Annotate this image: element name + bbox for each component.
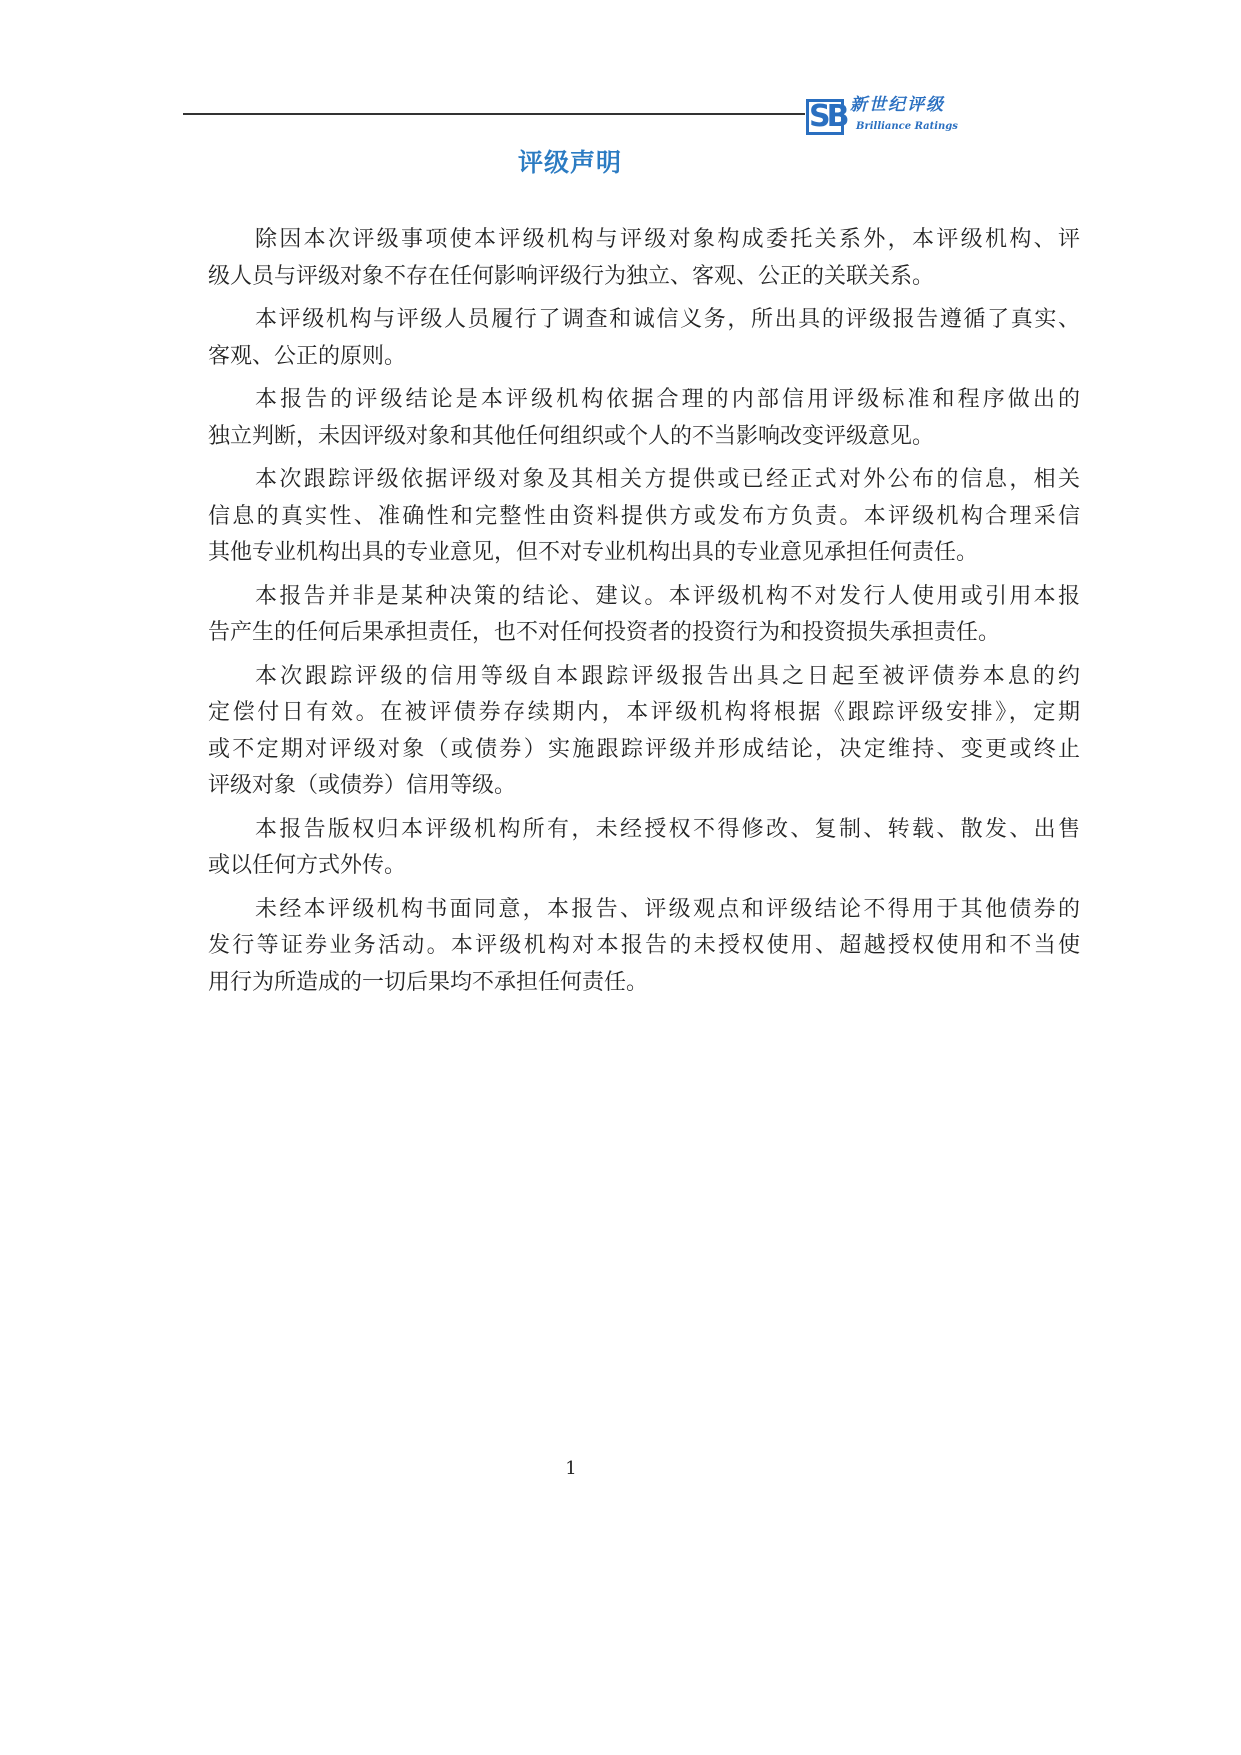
paragraph-line: 或不定期对评级对象（或债券）实施跟踪评级并形成结论，决定维持、变更或终止: [208, 736, 1080, 762]
statement-paragraph: [208, 302, 1080, 375]
logo-name-cn: 新世纪评级: [850, 95, 945, 115]
statement-paragraph: [208, 462, 1080, 572]
paragraph-line: 客观、公正的原则。: [208, 343, 407, 369]
paragraph-line: 告产生的任何后果承担责任，也不对任何投资者的投资行为和投资损失承担责任。: [208, 620, 1001, 645]
paragraph-line: 或以任何方式外传。: [208, 853, 407, 878]
paragraph-line: 定偿付日有效。在被评债券存续期内，本评级机构将根据《跟踪评级安排》，定期: [208, 700, 1080, 725]
statement-paragraph: [208, 579, 1080, 652]
statement-paragraph: [208, 812, 1080, 885]
logo-name-en: Brilliance Ratings: [856, 121, 958, 132]
paragraph-line: 本次跟踪评级依据评级对象及其相关方提供或已经正式对外公布的信息，相关: [255, 467, 1080, 492]
page-title: 评级声明: [517, 148, 622, 177]
paragraph-line: 用行为所造成的一切后果均不承担任何责任。: [208, 969, 649, 995]
paragraph-line: 除因本次评级事项使本评级机构与评级对象构成委托关系外，本评级机构、评: [255, 227, 1080, 252]
paragraph-line: 未经本评级机构书面同意，本报告、评级观点和评级结论不得用于其他债券的: [255, 896, 1080, 922]
header-rule: [183, 113, 805, 115]
paragraph-line: 本报告版权归本评级机构所有，未经授权不得修改、复制、转载、散发、出售: [255, 816, 1080, 842]
statement-body: [208, 222, 1080, 1008]
paragraph-line: 评级对象（或债券）信用等级。: [208, 773, 517, 798]
paragraph-line: 本次跟踪评级的信用等级自本跟踪评级报告出具之日起至被评债券本息的约: [255, 663, 1080, 689]
paragraph-line: 独立判断，未因评级对象和其他任何组织或个人的不当影响改变评级意见。: [208, 423, 935, 449]
page-number: 1: [565, 1458, 577, 1479]
brilliance-ratings-logo: [806, 96, 956, 142]
statement-paragraph: [208, 222, 1080, 295]
logo-mark-icon: SB: [806, 99, 844, 135]
statement-paragraph: [208, 382, 1080, 455]
paragraph-line: 信息的真实性、准确性和完整性由资料提供方或发布方负责。本评级机构合理采信: [208, 503, 1080, 529]
statement-paragraph: [208, 892, 1080, 1002]
paragraph-line: 本评级机构与评级人员履行了调查和诚信义务，所出具的评级报告遵循了真实、: [255, 307, 1080, 332]
paragraph-line: 发行等证券业务活动。本评级机构对本报告的未授权使用、超越授权使用和不当使: [208, 933, 1080, 958]
paragraph-line: 级人员与评级对象不存在任何影响评级行为独立、客观、公正的关联关系。: [208, 263, 935, 289]
paragraph-line: 本报告的评级结论是本评级机构依据合理的内部信用评级标准和程序做出的: [255, 387, 1080, 412]
statement-paragraph: [208, 659, 1080, 805]
paragraph-line: 其他专业机构出具的专业意见，但不对专业机构出具的专业意见承担任何责任。: [208, 540, 979, 565]
paragraph-line: 本报告并非是某种决策的结论、建议。本评级机构不对发行人使用或引用本报: [255, 583, 1080, 609]
